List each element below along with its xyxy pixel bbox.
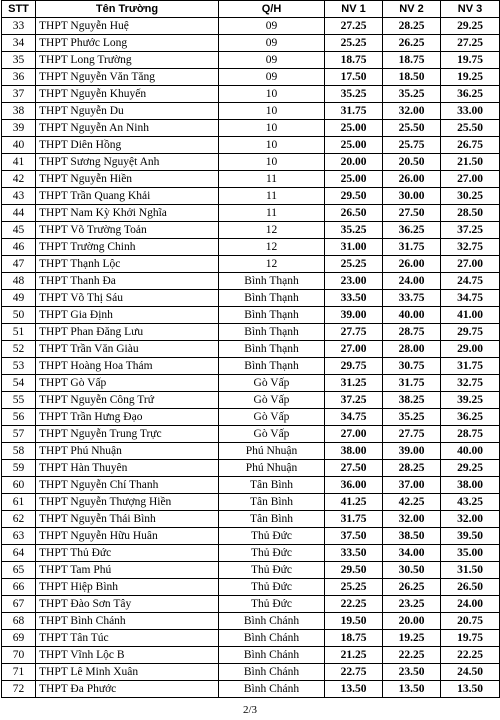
cell-nv3: 24.75 bbox=[441, 273, 500, 290]
cell-stt: 33 bbox=[2, 18, 36, 35]
cell-stt: 72 bbox=[2, 681, 36, 698]
cell-school-name: THPT Nguyễn Văn Tăng bbox=[36, 69, 219, 86]
cell-district: 11 bbox=[219, 205, 325, 222]
table-row bbox=[2, 273, 500, 290]
cell-school-name: THPT Phước Long bbox=[36, 35, 219, 52]
cell-school-name: THPT Tân Túc bbox=[36, 630, 219, 647]
table-row bbox=[2, 681, 500, 698]
cell-stt: 63 bbox=[2, 528, 36, 545]
cell-district: Bình Thạnh bbox=[219, 324, 325, 341]
cell-nv3: 43.25 bbox=[441, 494, 500, 511]
cell-nv2: 30.00 bbox=[383, 188, 441, 205]
table-row bbox=[2, 545, 500, 562]
cell-nv3: 32.75 bbox=[441, 375, 500, 392]
cell-stt: 55 bbox=[2, 392, 36, 409]
cell-nv2: 22.25 bbox=[383, 647, 441, 664]
table-row bbox=[2, 69, 500, 86]
table-row bbox=[2, 188, 500, 205]
cell-stt: 56 bbox=[2, 409, 36, 426]
cell-stt: 50 bbox=[2, 307, 36, 324]
cell-nv2: 20.50 bbox=[383, 154, 441, 171]
cell-school-name: THPT Thạnh Lộc bbox=[36, 256, 219, 273]
cell-stt: 70 bbox=[2, 647, 36, 664]
cell-nv2: 35.25 bbox=[383, 86, 441, 103]
cell-stt: 66 bbox=[2, 579, 36, 596]
cell-school-name: THPT Đào Sơn Tây bbox=[36, 596, 219, 613]
cell-stt: 61 bbox=[2, 494, 36, 511]
cell-school-name: THPT Đa Phước bbox=[36, 681, 219, 698]
cell-nv1: 27.00 bbox=[325, 341, 383, 358]
cell-nv1: 37.50 bbox=[325, 528, 383, 545]
cell-nv2: 27.50 bbox=[383, 205, 441, 222]
cell-nv1: 35.25 bbox=[325, 86, 383, 103]
cell-nv3: 33.00 bbox=[441, 103, 500, 120]
cell-nv3: 39.25 bbox=[441, 392, 500, 409]
cell-nv2: 18.50 bbox=[383, 69, 441, 86]
cell-district: 10 bbox=[219, 154, 325, 171]
cell-nv2: 13.50 bbox=[383, 681, 441, 698]
cell-district: Thủ Đức bbox=[219, 579, 325, 596]
cell-school-name: THPT Võ Thị Sáu bbox=[36, 290, 219, 307]
cell-school-name: THPT Long Trường bbox=[36, 52, 219, 69]
cell-stt: 44 bbox=[2, 205, 36, 222]
cell-nv1: 25.00 bbox=[325, 137, 383, 154]
cell-district: Tân Bình bbox=[219, 511, 325, 528]
table-row bbox=[2, 154, 500, 171]
cell-nv1: 20.00 bbox=[325, 154, 383, 171]
cell-nv3: 40.00 bbox=[441, 443, 500, 460]
cell-nv3: 27.00 bbox=[441, 171, 500, 188]
cell-nv1: 41.25 bbox=[325, 494, 383, 511]
cell-district: 10 bbox=[219, 120, 325, 137]
cell-stt: 69 bbox=[2, 630, 36, 647]
table-row bbox=[2, 562, 500, 579]
table-row bbox=[2, 18, 500, 35]
table-row bbox=[2, 222, 500, 239]
cell-nv1: 23.00 bbox=[325, 273, 383, 290]
cell-nv1: 27.25 bbox=[325, 18, 383, 35]
page-number: 2/3 bbox=[242, 704, 258, 716]
cell-stt: 41 bbox=[2, 154, 36, 171]
cell-district: 12 bbox=[219, 239, 325, 256]
table-row bbox=[2, 290, 500, 307]
cell-nv1: 25.25 bbox=[325, 35, 383, 52]
cell-nv2: 33.75 bbox=[383, 290, 441, 307]
cell-district: Gò Vấp bbox=[219, 426, 325, 443]
table-row bbox=[2, 579, 500, 596]
cell-nv2: 31.75 bbox=[383, 375, 441, 392]
cell-nv1: 27.75 bbox=[325, 324, 383, 341]
cell-school-name: THPT Nguyễn Chí Thanh bbox=[36, 477, 219, 494]
cell-nv2: 37.00 bbox=[383, 477, 441, 494]
cell-school-name: THPT Nguyễn Du bbox=[36, 103, 219, 120]
table-row bbox=[2, 35, 500, 52]
cell-district: 12 bbox=[219, 222, 325, 239]
table-row bbox=[2, 460, 500, 477]
cell-nv1: 29.75 bbox=[325, 358, 383, 375]
cell-district: 11 bbox=[219, 188, 325, 205]
cell-nv3: 27.25 bbox=[441, 35, 500, 52]
cell-nv2: 26.00 bbox=[383, 171, 441, 188]
cell-nv3: 25.50 bbox=[441, 120, 500, 137]
cell-stt: 45 bbox=[2, 222, 36, 239]
cell-school-name: THPT Phan Đăng Lưu bbox=[36, 324, 219, 341]
cell-nv3: 36.25 bbox=[441, 86, 500, 103]
table-row bbox=[2, 630, 500, 647]
cell-nv3: 31.75 bbox=[441, 358, 500, 375]
header-nv3: NV 3 bbox=[441, 1, 500, 18]
cell-district: Bình Chánh bbox=[219, 664, 325, 681]
table-row bbox=[2, 613, 500, 630]
cell-nv2: 20.00 bbox=[383, 613, 441, 630]
cell-stt: 71 bbox=[2, 664, 36, 681]
cell-school-name: THPT Nguyễn Khuyến bbox=[36, 86, 219, 103]
cell-district: Bình Thạnh bbox=[219, 358, 325, 375]
cell-school-name: THPT Gia Định bbox=[36, 307, 219, 324]
table-row bbox=[2, 511, 500, 528]
cell-nv1: 22.75 bbox=[325, 664, 383, 681]
cell-nv3: 28.50 bbox=[441, 205, 500, 222]
table-row bbox=[2, 341, 500, 358]
cell-school-name: THPT Hiệp Bình bbox=[36, 579, 219, 596]
cell-nv2: 26.00 bbox=[383, 256, 441, 273]
table-row bbox=[2, 205, 500, 222]
cell-nv2: 28.25 bbox=[383, 18, 441, 35]
cell-nv2: 28.25 bbox=[383, 460, 441, 477]
cell-nv2: 25.75 bbox=[383, 137, 441, 154]
cell-nv2: 34.00 bbox=[383, 545, 441, 562]
cell-nv3: 19.25 bbox=[441, 69, 500, 86]
cell-stt: 58 bbox=[2, 443, 36, 460]
cell-nv1: 31.25 bbox=[325, 375, 383, 392]
cell-nv2: 32.00 bbox=[383, 511, 441, 528]
cell-district: Bình Chánh bbox=[219, 613, 325, 630]
table-row bbox=[2, 477, 500, 494]
table-row bbox=[2, 528, 500, 545]
cell-stt: 38 bbox=[2, 103, 36, 120]
cell-nv1: 25.00 bbox=[325, 171, 383, 188]
cell-stt: 47 bbox=[2, 256, 36, 273]
table-row bbox=[2, 137, 500, 154]
cell-nv2: 28.75 bbox=[383, 324, 441, 341]
cell-stt: 64 bbox=[2, 545, 36, 562]
table-row bbox=[2, 86, 500, 103]
cell-nv3: 26.75 bbox=[441, 137, 500, 154]
cell-nv1: 34.75 bbox=[325, 409, 383, 426]
cell-nv1: 26.50 bbox=[325, 205, 383, 222]
cell-nv2: 25.50 bbox=[383, 120, 441, 137]
cell-stt: 60 bbox=[2, 477, 36, 494]
cell-nv2: 42.25 bbox=[383, 494, 441, 511]
table-row bbox=[2, 443, 500, 460]
cell-stt: 57 bbox=[2, 426, 36, 443]
cell-district: Tân Bình bbox=[219, 494, 325, 511]
cell-stt: 39 bbox=[2, 120, 36, 137]
cell-district: Bình Thạnh bbox=[219, 307, 325, 324]
cell-nv2: 30.75 bbox=[383, 358, 441, 375]
table-row bbox=[2, 647, 500, 664]
table-row bbox=[2, 103, 500, 120]
cell-nv3: 30.25 bbox=[441, 188, 500, 205]
cell-district: 10 bbox=[219, 103, 325, 120]
cell-district: 11 bbox=[219, 171, 325, 188]
cell-school-name: THPT Gò Vấp bbox=[36, 375, 219, 392]
cell-district: Thủ Đức bbox=[219, 528, 325, 545]
cell-school-name: THPT Phú Nhuận bbox=[36, 443, 219, 460]
cell-nv3: 36.25 bbox=[441, 409, 500, 426]
cell-stt: 59 bbox=[2, 460, 36, 477]
table-row bbox=[2, 171, 500, 188]
cell-district: 09 bbox=[219, 52, 325, 69]
cell-nv3: 27.00 bbox=[441, 256, 500, 273]
cell-nv3: 19.75 bbox=[441, 52, 500, 69]
cell-stt: 62 bbox=[2, 511, 36, 528]
cell-stt: 48 bbox=[2, 273, 36, 290]
cell-stt: 52 bbox=[2, 341, 36, 358]
cell-nv1: 39.00 bbox=[325, 307, 383, 324]
cell-stt: 68 bbox=[2, 613, 36, 630]
cell-nv3: 37.25 bbox=[441, 222, 500, 239]
cell-district: Gò Vấp bbox=[219, 409, 325, 426]
table-row bbox=[2, 307, 500, 324]
cell-nv3: 32.75 bbox=[441, 239, 500, 256]
table-row bbox=[2, 409, 500, 426]
cell-district: Bình Thạnh bbox=[219, 341, 325, 358]
cell-stt: 53 bbox=[2, 358, 36, 375]
cell-nv2: 30.50 bbox=[383, 562, 441, 579]
table-row bbox=[2, 664, 500, 681]
cell-nv3: 34.75 bbox=[441, 290, 500, 307]
cell-school-name: THPT Nguyễn Hiền bbox=[36, 171, 219, 188]
cell-school-name: THPT Hoàng Hoa Thám bbox=[36, 358, 219, 375]
cell-stt: 54 bbox=[2, 375, 36, 392]
cell-nv2: 26.25 bbox=[383, 35, 441, 52]
table-row bbox=[2, 239, 500, 256]
table-row bbox=[2, 120, 500, 137]
cell-district: Gò Vấp bbox=[219, 375, 325, 392]
cell-nv1: 29.50 bbox=[325, 188, 383, 205]
cell-school-name: THPT Thủ Đức bbox=[36, 545, 219, 562]
cell-nv3: 29.25 bbox=[441, 460, 500, 477]
cell-nv2: 32.00 bbox=[383, 103, 441, 120]
cell-nv2: 38.50 bbox=[383, 528, 441, 545]
cell-district: Thủ Đức bbox=[219, 562, 325, 579]
cell-school-name: THPT Nguyễn Công Trứ bbox=[36, 392, 219, 409]
cell-district: Bình Thạnh bbox=[219, 290, 325, 307]
cell-school-name: THPT Trần Hưng Đạo bbox=[36, 409, 219, 426]
cell-nv2: 40.00 bbox=[383, 307, 441, 324]
header-stt: STT bbox=[2, 1, 36, 18]
cell-district: Bình Chánh bbox=[219, 681, 325, 698]
cell-district: 10 bbox=[219, 137, 325, 154]
cell-school-name: THPT Nguyễn Thái Bình bbox=[36, 511, 219, 528]
cell-nv1: 19.50 bbox=[325, 613, 383, 630]
cell-nv3: 20.75 bbox=[441, 613, 500, 630]
cell-school-name: THPT Nguyễn Huệ bbox=[36, 18, 219, 35]
cell-school-name: THPT Nguyễn Thượng Hiền bbox=[36, 494, 219, 511]
cell-nv1: 35.25 bbox=[325, 222, 383, 239]
cell-nv1: 21.25 bbox=[325, 647, 383, 664]
header-school-name: Tên Trường bbox=[36, 1, 219, 18]
cell-nv3: 29.25 bbox=[441, 18, 500, 35]
cell-stt: 37 bbox=[2, 86, 36, 103]
cell-stt: 36 bbox=[2, 69, 36, 86]
header-district: Q/H bbox=[219, 1, 325, 18]
table-row bbox=[2, 596, 500, 613]
cell-nv2: 19.25 bbox=[383, 630, 441, 647]
cell-nv3: 29.75 bbox=[441, 324, 500, 341]
cell-district: Phú Nhuận bbox=[219, 460, 325, 477]
cell-nv1: 25.25 bbox=[325, 579, 383, 596]
cell-nv1: 22.25 bbox=[325, 596, 383, 613]
cell-district: Thủ Đức bbox=[219, 596, 325, 613]
cell-school-name: THPT Trường Chinh bbox=[36, 239, 219, 256]
cell-nv1: 33.50 bbox=[325, 290, 383, 307]
cell-district: 12 bbox=[219, 256, 325, 273]
cell-nv1: 31.75 bbox=[325, 103, 383, 120]
cell-district: 09 bbox=[219, 18, 325, 35]
cell-school-name: THPT Bình Chánh bbox=[36, 613, 219, 630]
cell-nv3: 32.00 bbox=[441, 511, 500, 528]
cell-nv1: 33.50 bbox=[325, 545, 383, 562]
cell-nv2: 39.00 bbox=[383, 443, 441, 460]
table-row bbox=[2, 426, 500, 443]
cell-district: Gò Vấp bbox=[219, 392, 325, 409]
cell-stt: 51 bbox=[2, 324, 36, 341]
cell-nv3: 19.75 bbox=[441, 630, 500, 647]
cell-nv2: 23.50 bbox=[383, 664, 441, 681]
cell-nv2: 18.75 bbox=[383, 52, 441, 69]
cell-school-name: THPT Trần Văn Giàu bbox=[36, 341, 219, 358]
cell-nv1: 18.75 bbox=[325, 630, 383, 647]
cell-nv2: 26.25 bbox=[383, 579, 441, 596]
cell-nv1: 27.00 bbox=[325, 426, 383, 443]
cell-nv1: 31.75 bbox=[325, 511, 383, 528]
cell-nv2: 27.75 bbox=[383, 426, 441, 443]
table-row bbox=[2, 392, 500, 409]
cell-nv3: 13.50 bbox=[441, 681, 500, 698]
cell-nv1: 25.25 bbox=[325, 256, 383, 273]
cell-district: Tân Bình bbox=[219, 477, 325, 494]
cell-stt: 34 bbox=[2, 35, 36, 52]
cell-nv3: 24.50 bbox=[441, 664, 500, 681]
cell-school-name: THPT Trần Quang Khải bbox=[36, 188, 219, 205]
table-row bbox=[2, 375, 500, 392]
cell-school-name: THPT Vĩnh Lộc B bbox=[36, 647, 219, 664]
table-row bbox=[2, 358, 500, 375]
cell-nv3: 35.00 bbox=[441, 545, 500, 562]
cell-nv3: 39.50 bbox=[441, 528, 500, 545]
cell-nv2: 36.25 bbox=[383, 222, 441, 239]
cell-stt: 43 bbox=[2, 188, 36, 205]
cell-school-name: THPT Nam Kỳ Khởi Nghĩa bbox=[36, 205, 219, 222]
cell-nv3: 21.50 bbox=[441, 154, 500, 171]
cell-nv1: 25.00 bbox=[325, 120, 383, 137]
cell-nv1: 13.50 bbox=[325, 681, 383, 698]
cell-district: Bình Chánh bbox=[219, 630, 325, 647]
cell-school-name: THPT Nguyễn Hữu Huân bbox=[36, 528, 219, 545]
cell-district: Thủ Đức bbox=[219, 545, 325, 562]
cell-nv3: 29.00 bbox=[441, 341, 500, 358]
cell-nv3: 41.00 bbox=[441, 307, 500, 324]
cell-nv2: 24.00 bbox=[383, 273, 441, 290]
cell-nv1: 18.75 bbox=[325, 52, 383, 69]
cell-nv3: 38.00 bbox=[441, 477, 500, 494]
cell-nv2: 35.25 bbox=[383, 409, 441, 426]
cell-nv2: 28.00 bbox=[383, 341, 441, 358]
cell-nv1: 29.50 bbox=[325, 562, 383, 579]
cell-nv1: 38.00 bbox=[325, 443, 383, 460]
cell-stt: 49 bbox=[2, 290, 36, 307]
header-nv1: NV 1 bbox=[325, 1, 383, 18]
cell-district: Phú Nhuận bbox=[219, 443, 325, 460]
cell-nv3: 24.00 bbox=[441, 596, 500, 613]
cell-nv1: 27.50 bbox=[325, 460, 383, 477]
cell-district: Bình Chánh bbox=[219, 647, 325, 664]
cell-nv3: 26.50 bbox=[441, 579, 500, 596]
cell-nv1: 17.50 bbox=[325, 69, 383, 86]
header-nv2: NV 2 bbox=[383, 1, 441, 18]
cell-school-name: THPT Hàn Thuyên bbox=[36, 460, 219, 477]
cell-district: 09 bbox=[219, 35, 325, 52]
cell-nv2: 31.75 bbox=[383, 239, 441, 256]
cell-nv2: 38.25 bbox=[383, 392, 441, 409]
cell-stt: 35 bbox=[2, 52, 36, 69]
cell-stt: 42 bbox=[2, 171, 36, 188]
admission-scores-table bbox=[1, 0, 500, 698]
cell-nv1: 36.00 bbox=[325, 477, 383, 494]
cell-school-name: THPT Tam Phú bbox=[36, 562, 219, 579]
cell-school-name: THPT Nguyễn Trung Trực bbox=[36, 426, 219, 443]
table-row bbox=[2, 256, 500, 273]
cell-district: Bình Thạnh bbox=[219, 273, 325, 290]
cell-school-name: THPT Sương Nguyệt Anh bbox=[36, 154, 219, 171]
cell-district: 10 bbox=[219, 86, 325, 103]
cell-school-name: THPT Nguyễn An Ninh bbox=[36, 120, 219, 137]
cell-stt: 65 bbox=[2, 562, 36, 579]
table-row bbox=[2, 52, 500, 69]
cell-school-name: THPT Diên Hồng bbox=[36, 137, 219, 154]
cell-stt: 67 bbox=[2, 596, 36, 613]
cell-district: 09 bbox=[219, 69, 325, 86]
cell-nv3: 28.75 bbox=[441, 426, 500, 443]
cell-stt: 46 bbox=[2, 239, 36, 256]
header-row bbox=[2, 1, 500, 18]
cell-stt: 40 bbox=[2, 137, 36, 154]
table-row bbox=[2, 494, 500, 511]
cell-school-name: THPT Thanh Đa bbox=[36, 273, 219, 290]
cell-school-name: THPT Võ Trường Toản bbox=[36, 222, 219, 239]
cell-school-name: THPT Lê Minh Xuân bbox=[36, 664, 219, 681]
cell-nv1: 31.00 bbox=[325, 239, 383, 256]
cell-nv2: 23.25 bbox=[383, 596, 441, 613]
table-row bbox=[2, 324, 500, 341]
cell-nv3: 22.25 bbox=[441, 647, 500, 664]
cell-nv1: 37.25 bbox=[325, 392, 383, 409]
cell-nv3: 31.50 bbox=[441, 562, 500, 579]
